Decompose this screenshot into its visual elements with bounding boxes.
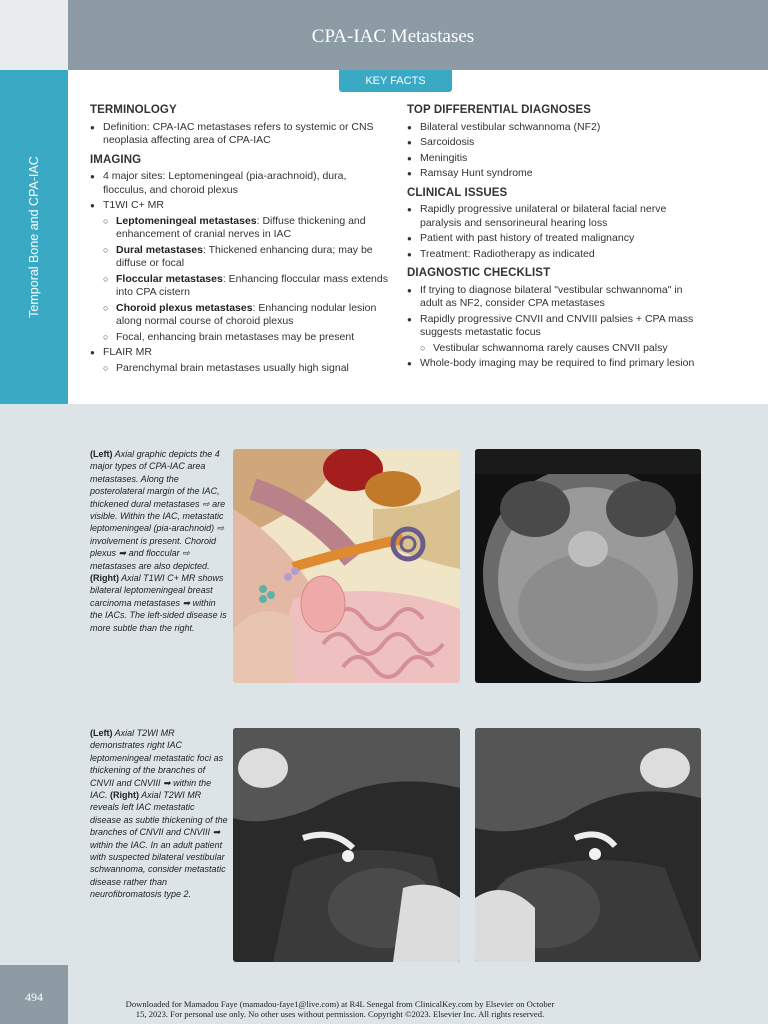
term-desc: : Diffuse thickening and enhancement of cranial nerves in IAC — [116, 214, 366, 240]
filled-arrow-icon: ➡ — [163, 777, 171, 788]
list-item: ● Ramsay Hunt syndrome — [407, 167, 707, 181]
list-item: ● T1WI C+ MR — [90, 199, 390, 213]
mr-scan — [475, 449, 701, 683]
left-column — [90, 104, 390, 381]
axial-graphic-illustration — [233, 449, 460, 683]
anatomy-graphic — [233, 449, 460, 683]
axial-t2-mr-image-right — [475, 728, 701, 962]
caption-text: Axial T2WI MR demonstrates right IAC leptomeningeal metastatic foci as thickening of the branches of CNVII and CNVIII — [90, 728, 224, 788]
terminology-list — [90, 121, 390, 148]
caption-text: within the IAC. — [90, 777, 212, 801]
list-item — [90, 244, 390, 271]
key-facts-tab: KEY FACTS — [339, 70, 452, 92]
list-item: ● Patient with past history of treated malignancy — [407, 232, 707, 246]
checklist-list — [407, 284, 707, 371]
caption-text: involvement is present. Choroid plexus — [90, 535, 217, 559]
list-item: ● 4 major sites: Leptomeningeal (pia-arachnoid), dura, flocculus, and choroid plexus — [90, 170, 390, 197]
filled-arrow-icon: ➡ — [182, 597, 191, 608]
caption-text: are visible. Within the IAC, metastatic leptomeningeal (pia-arachnoid) — [90, 498, 226, 534]
axial-t2-mr-image-left — [233, 728, 460, 962]
terminology-heading: TERMINOLOGY — [90, 104, 177, 116]
open-arrow-icon: ⇨ — [216, 523, 225, 534]
caption-right-label: (Right) — [90, 573, 119, 584]
caption-text: and floccular — [126, 548, 183, 559]
right-column — [407, 104, 707, 377]
imaging-list — [90, 170, 390, 375]
caption-text: Axial T2WI MR reveals left IAC metastatic disease as subtle thickening of the branches of CNVII and CNVIII — [90, 790, 228, 838]
caption-text: metastases are also depicted. — [90, 560, 210, 571]
list-item: ○ Vestibular schwannoma rarely causes CNVII palsy — [407, 342, 707, 356]
figure-caption-2 — [90, 727, 228, 901]
ddx-heading: TOP DIFFERENTIAL DIAGNOSES — [407, 104, 592, 116]
list-item — [90, 302, 390, 329]
term: Floccular metastases — [116, 272, 223, 285]
caption-text: within the IACs. The left-sided disease is more subtle than the right. — [90, 597, 227, 633]
mr-scan — [475, 728, 701, 962]
axial-t1-mr-image — [475, 449, 701, 683]
list-item: ○ Parenchymal brain metastases usually high signal — [90, 362, 390, 376]
term: Dural metastases — [116, 243, 203, 256]
term-desc: : Enhancing nodular lesion along normal course of choroid plexus — [116, 301, 377, 327]
checklist-heading: DIAGNOSTIC CHECKLIST — [407, 267, 551, 279]
side-tab — [0, 70, 68, 404]
term: Choroid plexus metastases — [116, 301, 253, 314]
ddx-list — [407, 121, 707, 181]
list-item: ● Rapidly progressive CNVII and CNVIII palsies + CPA mass suggests metastatic focus — [407, 313, 707, 340]
section-label: Temporal Bone and CPA-IAC — [27, 156, 41, 318]
figure-caption-1 — [90, 448, 228, 634]
term-desc: : Thickened enhancing dura; may be diffuse or focal — [116, 243, 373, 269]
caption-right-label: (Right) — [110, 790, 140, 801]
list-item: ● Whole-body imaging may be required to find primary lesion — [407, 357, 707, 371]
caption-left-label: (Left) — [90, 728, 113, 738]
caption-text: Axial graphic depicts the 4 major types of CPA-IAC area metastases. Along the posterolateral margin of the IAC, thickened dural metastases — [90, 449, 220, 509]
caption-left-label: (Left) — [90, 449, 113, 459]
list-item: ● FLAIR MR — [90, 346, 390, 360]
clinical-list — [407, 203, 707, 261]
term: Leptomeningeal metastases — [116, 214, 257, 227]
list-item: ● Definition: CPA-IAC metastases refers to systemic or CNS neoplasia affecting area of CPA-IAC — [90, 121, 390, 148]
open-arrow-icon: ⇨ — [182, 548, 190, 559]
list-item: ● If trying to diagnose bilateral "vestibular schwannoma" in adult as NF2, consider CPA metastases — [407, 284, 707, 311]
list-item: ● Sarcoidosis — [407, 136, 707, 150]
term-desc: : Enhancing floccular mass extends into CPA cistern — [116, 272, 388, 298]
download-notice — [100, 999, 580, 1019]
clinical-heading: CLINICAL ISSUES — [407, 186, 508, 199]
notice-line: 15, 2023. For personal use only. No other uses without permission. Copyright ©2023. Elsevier Inc. All rights reserved. — [135, 1009, 545, 1019]
filled-arrow-icon: ➡ — [118, 548, 127, 559]
open-arrow-icon: ⇨ — [202, 498, 210, 509]
page-title: CPA-IAC Metastases — [311, 26, 475, 47]
list-item: ○ Focal, enhancing brain metastases may be present — [90, 331, 390, 345]
list-item — [90, 273, 390, 300]
mr-scan — [233, 728, 460, 962]
notice-line: Downloaded for Mamadou Faye (mamadou-faye1@live.com) at R4L Senegal from ClinicalKey.com by Elsevier on October — [125, 999, 555, 1009]
filled-arrow-icon: ➡ — [212, 827, 221, 838]
list-item: ● Meningitis — [407, 152, 707, 166]
page-number: 494 — [25, 990, 43, 1004]
corner-block — [0, 0, 68, 70]
list-item: ● Rapidly progressive unilateral or bilateral facial nerve paralysis and sensorineural hearing loss — [407, 203, 707, 230]
list-item — [90, 215, 390, 242]
imaging-heading: IMAGING — [90, 153, 142, 166]
caption-text: Axial T1WI C+ MR shows bilateral leptomeningeal breast carcinoma metastases — [90, 573, 224, 608]
list-item: ● Treatment: Radiotherapy as indicated — [407, 248, 707, 262]
list-item: ● Bilateral vestibular schwannoma (NF2) — [407, 121, 707, 135]
caption-text: within the IAC. In an adult patient with suspected bilateral vestibular schwannoma, consider metastatic disease rather than neurofibromatosis type 2. — [90, 839, 226, 900]
